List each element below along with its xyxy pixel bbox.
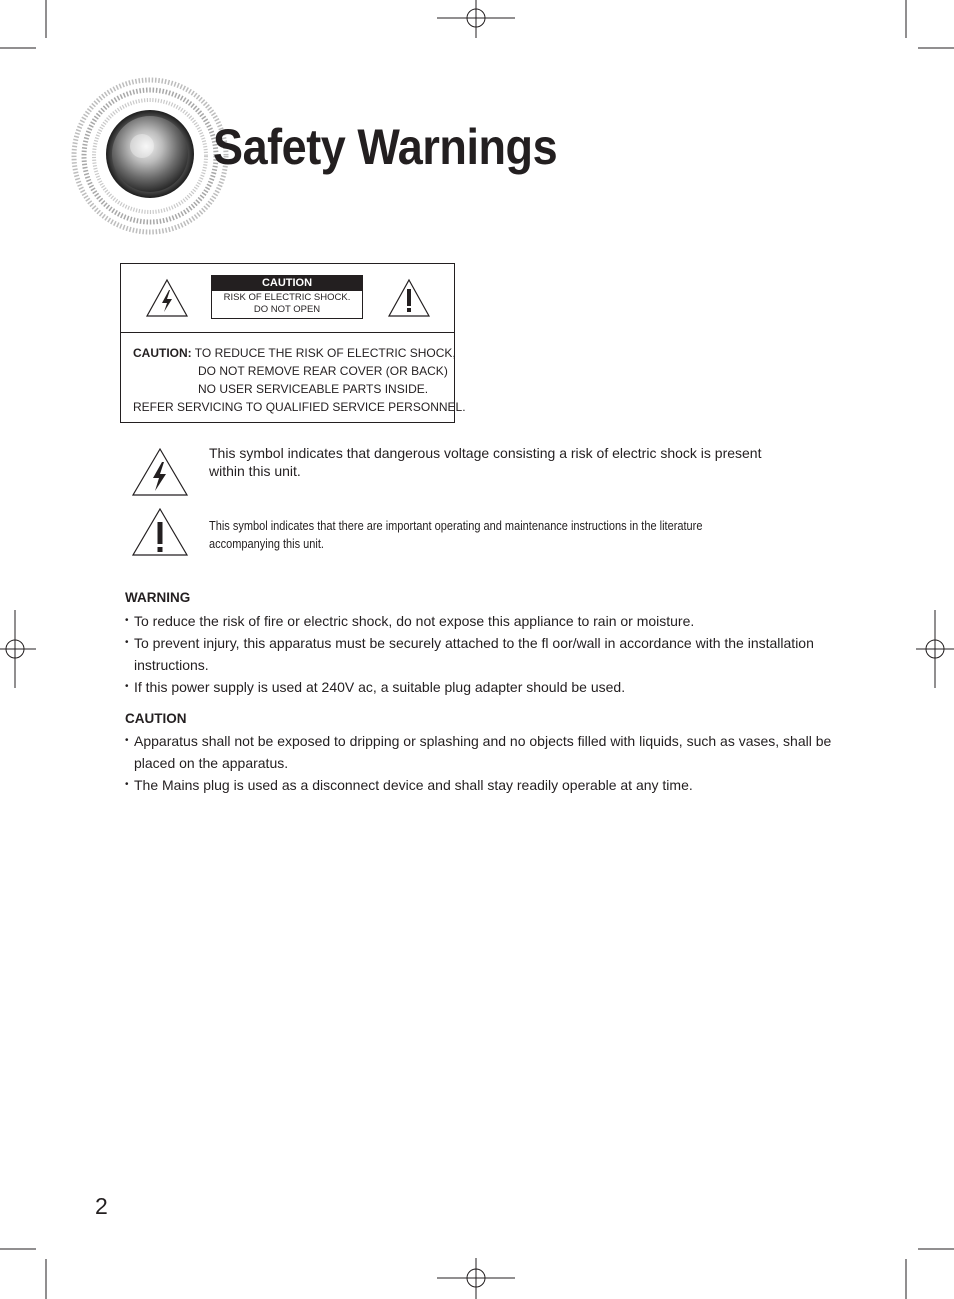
caution-label-line2: DO NOT OPEN <box>253 304 321 315</box>
voltage-symbol-line2: within this unit. <box>209 463 301 479</box>
warning-item: • To reduce the risk of fire or electric shock, do not expose this appliance to rain or moisture. <box>125 610 845 632</box>
caution-heading: CAUTION <box>125 711 187 726</box>
warning-item: • If this power supply is used at 240V ac, a suitable plug adapter should be used. <box>125 676 845 698</box>
speaker-icon <box>70 76 230 236</box>
warning-item-line: instructions. <box>134 657 209 673</box>
warning-item <box>125 632 845 676</box>
page-number: 2 <box>95 1193 108 1219</box>
caution-list <box>125 730 845 796</box>
instruction-symbol-description <box>209 517 772 553</box>
caution-notice-prefix: CAUTION: <box>133 346 192 360</box>
lightning-triangle-icon <box>145 278 189 318</box>
voltage-symbol-description <box>209 444 762 480</box>
instruction-symbol-line2: accompanying this unit. <box>209 537 324 551</box>
caution-label-header: CAUTION <box>212 276 362 291</box>
caution-notice-line2: DO NOT REMOVE REAR COVER (OR BACK) <box>198 364 448 378</box>
caution-notice-line3: NO USER SERVICEABLE PARTS INSIDE. <box>198 382 429 396</box>
caution-notice-line4: REFER SERVICING TO QUALIFIED SERVICE PERSONNEL. <box>133 400 466 414</box>
caution-notice <box>133 344 466 416</box>
caution-panel-header <box>121 264 454 333</box>
caution-panel <box>120 263 466 423</box>
caution-item-line: • Apparatus shall not be exposed to dripping or splashing and no objects filled with liquids, such as vases, shall be <box>134 733 832 749</box>
instruction-symbol-line1: This symbol indicates that there are important operating and maintenance instructions in the literature <box>209 519 703 533</box>
exclamation-triangle-icon <box>387 278 431 318</box>
exclamation-triangle-icon <box>131 507 189 557</box>
warning-list <box>125 610 845 698</box>
caution-item <box>125 730 845 774</box>
caution-label-line1: RISK OF ELECTRIC SHOCK. <box>223 292 351 303</box>
page-title: Safety Warnings <box>213 119 558 175</box>
caution-label <box>211 275 363 319</box>
warning-heading: WARNING <box>125 590 191 605</box>
caution-item: • The Mains plug is used as a disconnect device and shall stay readily operable at any time. <box>125 774 845 796</box>
caution-item-line: placed on the apparatus. <box>134 755 289 771</box>
lightning-triangle-icon <box>131 447 189 497</box>
voltage-symbol-line1: This symbol indicates that dangerous voltage consisting a risk of electric shock is present <box>209 445 762 461</box>
caution-notice-line1: TO REDUCE THE RISK OF ELECTRIC SHOCK, <box>194 346 456 360</box>
warning-item-line: • To prevent injury, this apparatus must be securely attached to the fl oor/wall in accordance with the installation <box>134 635 814 651</box>
